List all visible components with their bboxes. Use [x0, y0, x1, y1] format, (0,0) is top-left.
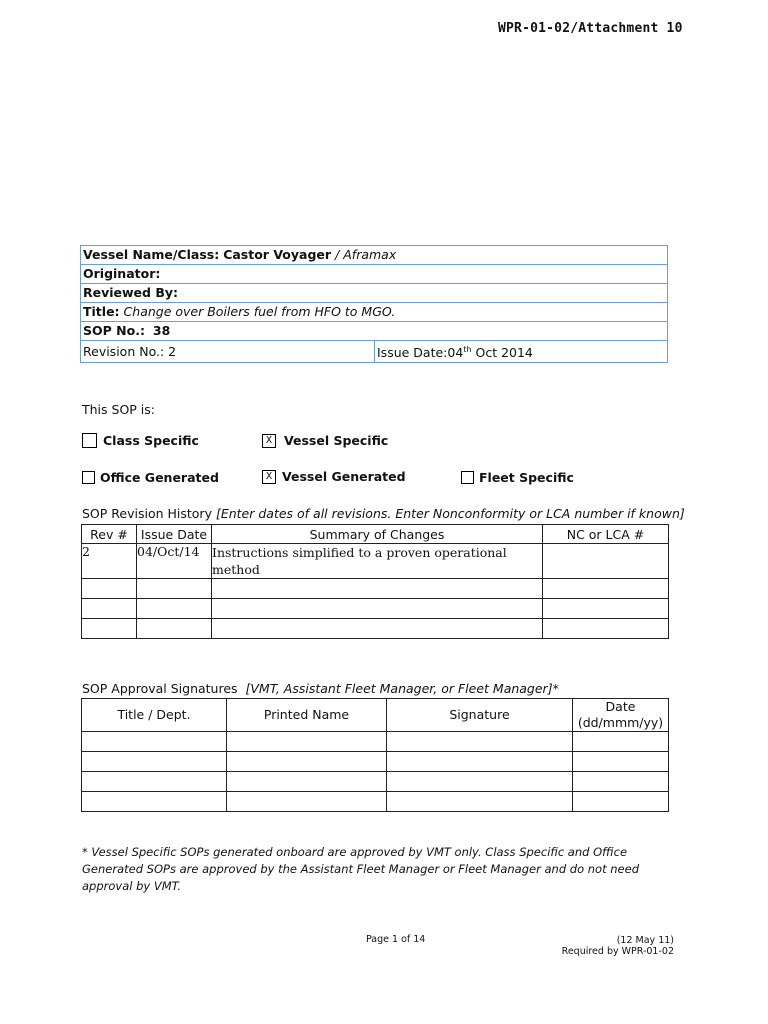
revision-history-note: [Enter dates of all revisions. Enter Nonconformity or LCA number if known]	[215, 506, 685, 521]
originator-label: Originator:	[83, 266, 161, 281]
table-cell[interactable]	[137, 579, 212, 599]
table-cell[interactable]	[137, 619, 212, 639]
approval-title: SOP Approval Signatures [VMT, Assistant Fleet Manager, or Fleet Manager]*	[82, 681, 559, 696]
title-label: Title:	[83, 304, 120, 319]
approval-note: [VMT, Assistant Fleet Manager, or Fleet Manager]*	[245, 681, 559, 696]
checkbox-label: Vessel Specific	[284, 433, 389, 448]
checkbox-box[interactable]	[82, 433, 97, 448]
table-cell[interactable]	[543, 599, 669, 619]
reviewed-row	[81, 284, 668, 303]
table-cell[interactable]	[227, 792, 387, 812]
table-row	[82, 792, 669, 812]
vessel-name: Castor Voyager	[223, 247, 332, 262]
fleet-specific-checkbox[interactable]	[461, 470, 574, 485]
vessel-info-table	[80, 245, 668, 363]
footer-required: Required by WPR-01-02	[561, 946, 674, 957]
table-cell[interactable]	[573, 772, 669, 792]
checkbox-box[interactable]	[461, 471, 474, 484]
checkbox-label: Class Specific	[103, 433, 199, 448]
table-row	[82, 732, 669, 752]
approval-signatures-table	[81, 698, 669, 812]
table-row	[82, 544, 669, 579]
table-row	[82, 599, 669, 619]
vessel-generated-checkbox[interactable]	[262, 469, 406, 484]
table-cell[interactable]: Instructions simplified to a proven operational method	[212, 544, 543, 579]
vessel-class: / Aframax	[331, 247, 397, 262]
table-header-row	[82, 525, 669, 544]
table-cell[interactable]	[387, 752, 573, 772]
vessel-row	[81, 246, 668, 265]
revision-history-table	[81, 524, 669, 639]
column-header: Printed Name	[227, 699, 387, 732]
title-value: Change over Boilers fuel from HFO to MGO.	[123, 304, 396, 319]
class-specific-checkbox[interactable]	[82, 433, 199, 448]
footer-revision	[560, 935, 674, 957]
checkbox-label: Office Generated	[100, 470, 219, 485]
vessel-specific-checkbox[interactable]	[262, 433, 388, 448]
checkbox-label: Fleet Specific	[479, 470, 574, 485]
table-cell[interactable]	[82, 792, 227, 812]
table-cell[interactable]	[573, 732, 669, 752]
checkbox-box[interactable]	[82, 471, 95, 484]
column-header: Title / Dept.	[82, 699, 227, 732]
table-cell[interactable]	[82, 599, 137, 619]
revision-number: Revision No.: 2	[81, 341, 375, 363]
table-cell[interactable]	[82, 579, 137, 599]
table-cell[interactable]	[82, 752, 227, 772]
table-row	[82, 619, 669, 639]
sop-value: 38	[152, 323, 171, 338]
table-cell[interactable]	[387, 792, 573, 812]
checkbox-box[interactable]: X	[262, 434, 276, 448]
reviewed-label: Reviewed By:	[83, 285, 179, 300]
document-code: WPR-01-02/Attachment 10	[498, 21, 683, 36]
table-cell[interactable]	[543, 619, 669, 639]
office-generated-checkbox[interactable]	[82, 470, 219, 485]
table-cell[interactable]: 2	[82, 544, 137, 579]
table-cell[interactable]	[212, 579, 543, 599]
column-header: Summary of Changes	[212, 525, 543, 544]
table-cell[interactable]	[82, 732, 227, 752]
table-cell[interactable]	[82, 772, 227, 792]
table-row	[82, 579, 669, 599]
table-row	[82, 772, 669, 792]
table-row	[82, 752, 669, 772]
page-number: Page 1 of 14	[366, 934, 426, 945]
table-cell[interactable]	[212, 599, 543, 619]
table-cell[interactable]	[82, 619, 137, 639]
checkbox-label: Vessel Generated	[282, 469, 406, 484]
column-header: Rev #	[82, 525, 137, 544]
sop-label: SOP No.:	[83, 323, 145, 338]
footer-date: (12 May 11)	[616, 935, 674, 946]
table-cell[interactable]	[387, 772, 573, 792]
revision-row	[81, 341, 668, 363]
table-cell[interactable]	[387, 732, 573, 752]
table-cell[interactable]	[573, 752, 669, 772]
table-cell[interactable]	[543, 579, 669, 599]
table-cell[interactable]	[227, 752, 387, 772]
table-cell[interactable]	[137, 599, 212, 619]
originator-row	[81, 265, 668, 284]
table-cell[interactable]	[212, 619, 543, 639]
table-header-row	[82, 699, 669, 732]
title-row	[81, 303, 668, 322]
table-cell[interactable]	[573, 792, 669, 812]
approval-footnote: * Vessel Specific SOPs generated onboard are approved by VMT only. Class Specific and Office Generated SOPs are approved by the Assistant Fleet Manager or Fleet Manager and do not need approval by VMT.	[82, 845, 639, 893]
sop-is-label: This SOP is:	[82, 402, 155, 417]
revision-history-title: SOP Revision History [Enter dates of all revisions. Enter Nonconformity or LCA number if known]	[82, 506, 685, 521]
table-cell[interactable]	[543, 544, 669, 579]
table-cell[interactable]	[227, 772, 387, 792]
table-cell[interactable]: 04/Oct/14	[137, 544, 212, 579]
column-header: Signature	[387, 699, 573, 732]
table-cell[interactable]	[227, 732, 387, 752]
column-header: Date (dd/mmm/yy)	[573, 699, 669, 732]
column-header: Issue Date	[137, 525, 212, 544]
sop-number-row	[81, 322, 668, 341]
vessel-label: Vessel Name/Class:	[83, 247, 220, 262]
column-header: NC or LCA #	[543, 525, 669, 544]
checkbox-box[interactable]: X	[262, 470, 276, 484]
issue-date: Issue Date:04th Oct 2014	[375, 341, 668, 363]
